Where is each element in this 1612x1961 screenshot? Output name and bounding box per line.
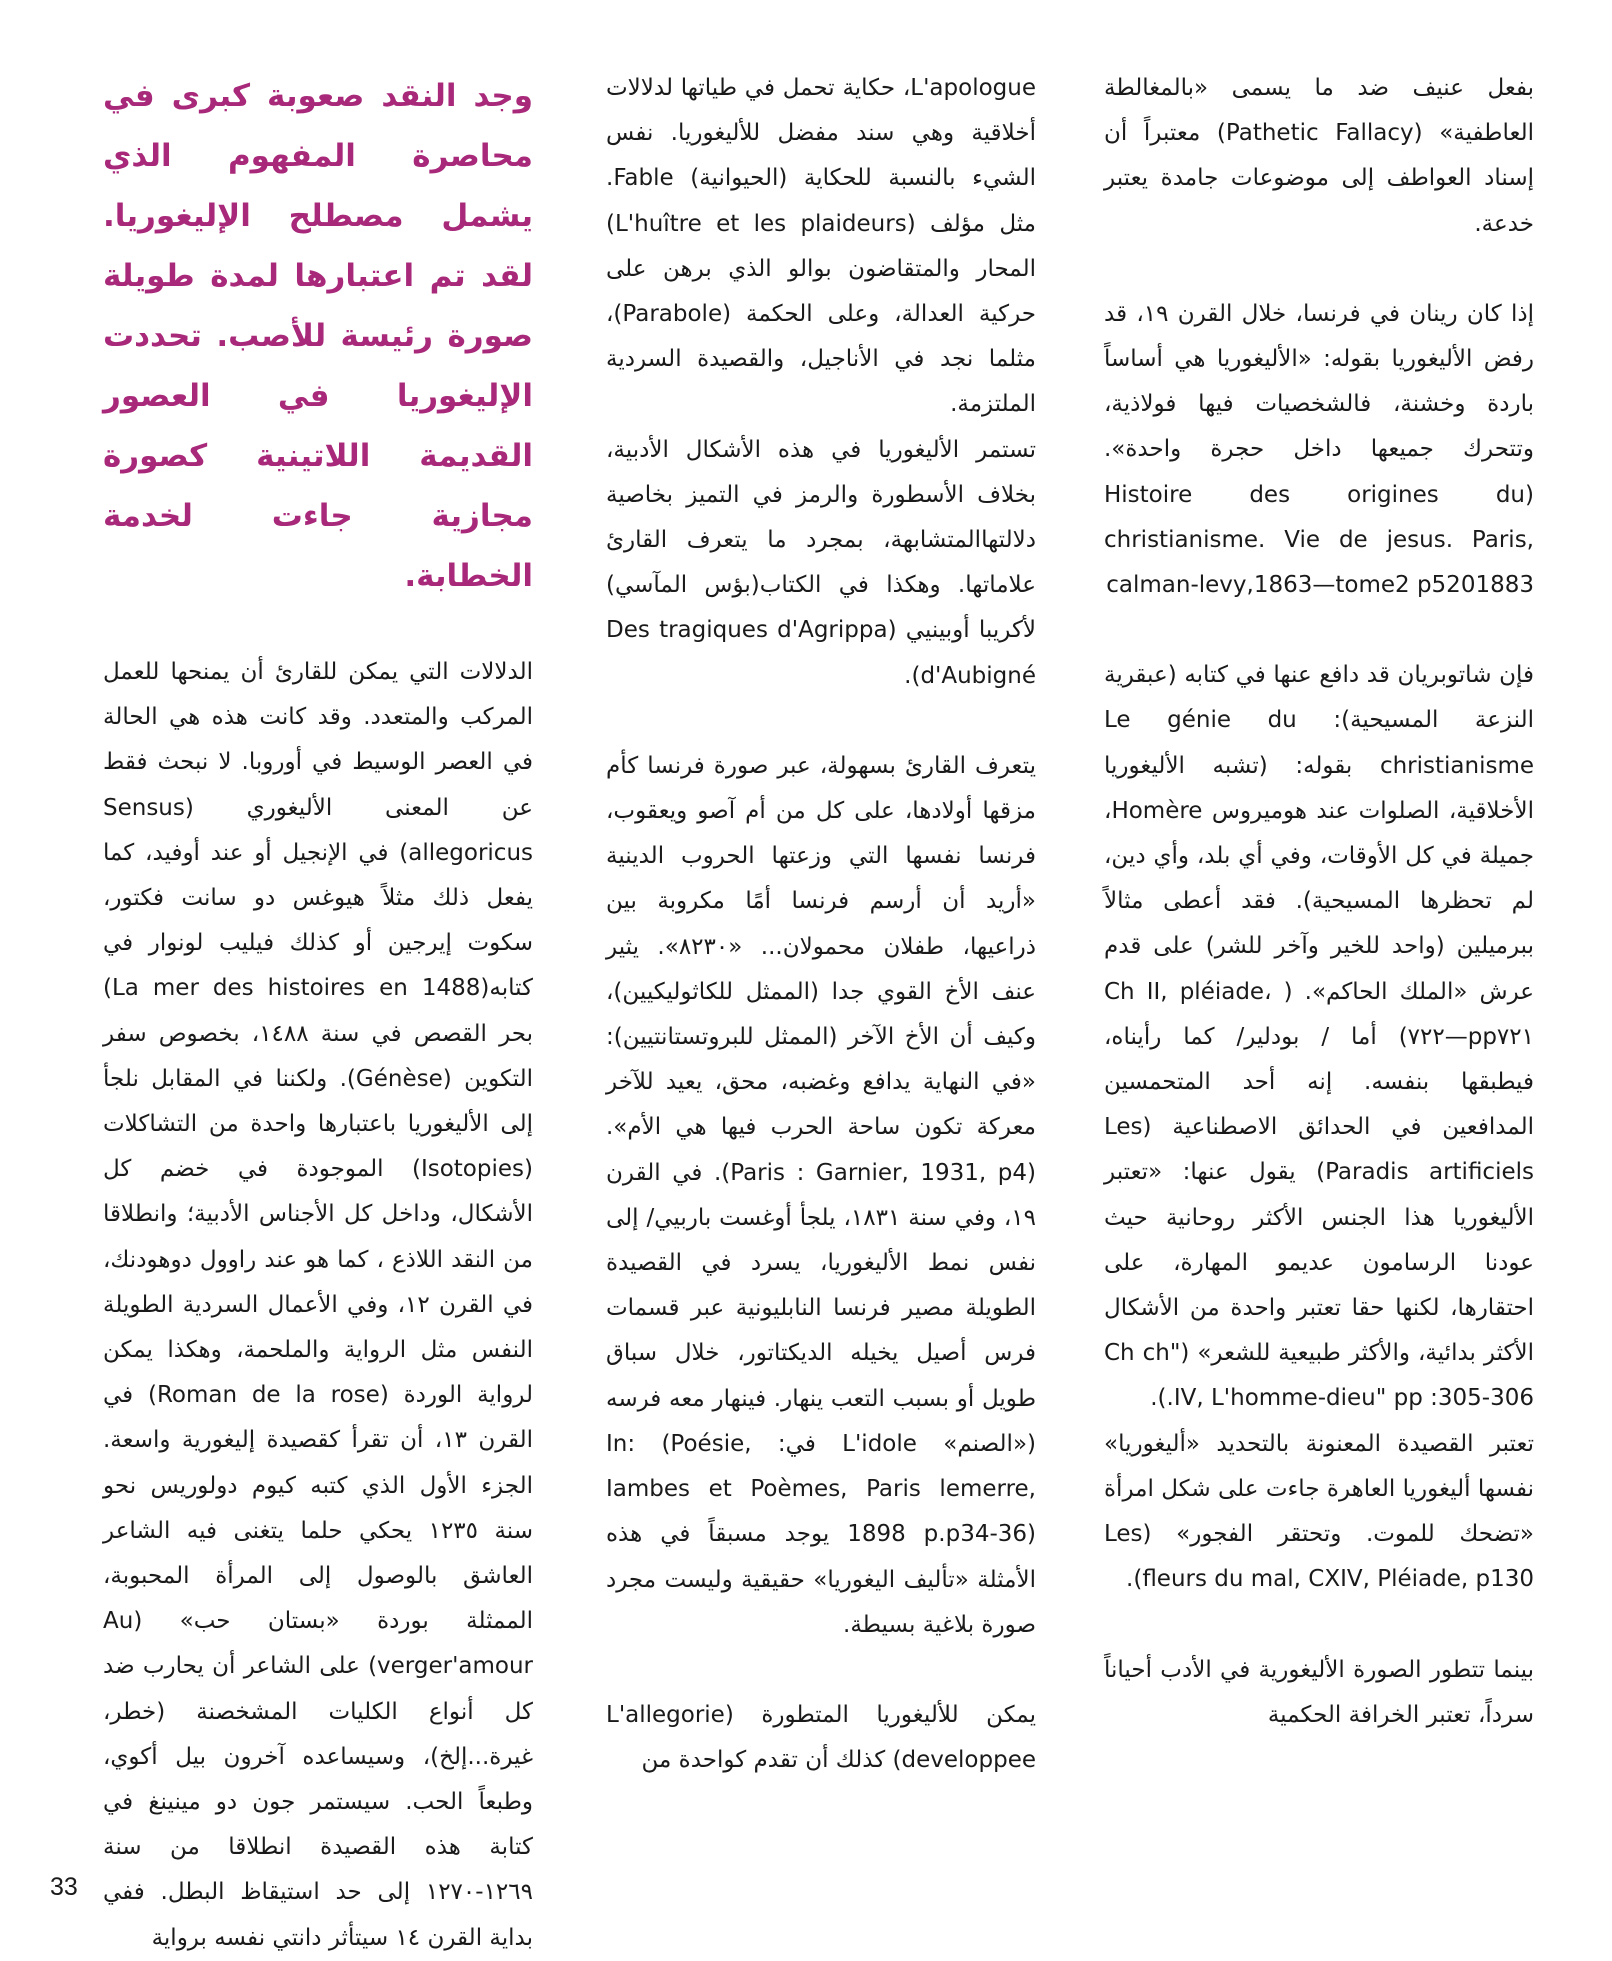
middle-column	[606, 66, 1036, 1783]
right-paragraph-1: بفعل عنيف ضد ما يسمى «بالمغالطة العاطفية» (Pathetic Fallacy) معتبراً أن إسناد العواطف إلى موضوعات جامدة يعتبر خدعة.	[1104, 75, 1534, 237]
left-column	[103, 66, 533, 1961]
middle-paragraph-1: L'apologue، حكاية تحمل في طياتها لدلالات أخلاقية وهي سند مفضل للأليغوريا. نفس الشيء بالنسبة للحكاية (الحيوانية) Fable. مثل مؤلف (L'huître et les plaideurs) المحار والمتقاضون بوالو الذي برهن على حركية العدالة، وعلى الحكمة (Parabole)، مثلما نجد في الأناجيل، والقصيدة السردية الملتزمة.	[606, 75, 1036, 418]
right-paragraph-3: فإن شاتوبريان قد دافع عنها في كتابه (عبقرية النزعة المسيحية): Le génie du christianisme بقوله: (تشبه الأليغوريا الأخلاقية، الصلوات عند هوميروس Homère، جميلة في كل الأوقات، وفي أي بلد، وأي دين، لم تحظرها المسيحية). فقد أعطى مثالاً ببرميلين (واحد للخير وآخر للشر) على قدم عرش «الملك الحاكم». ( Ch II, pléiade، pp٧٢١—٧٢٢) أما / بودلير/ كما رأيناه، فيطبقها بنفسه. إنه أحد المتحمسين المدافعين في الحدائق الاصطناعية (Les Paradis artificiels) يقول عنها: «تعتبر الأليغوريا هذا الجنس الأكثر روحانية حيث عودنا الرسامون عديمو المهارة، على احتقارها، لكنها حقا تعتبر واحدة من الأشكال الأكثر بدائية، والأكثر طبيعية للشعر» ("Ch ch .IV, L'homme-dieu" pp :305-306).	[1104, 662, 1534, 1412]
page-number: 33	[50, 1873, 78, 1901]
pull-quote: وجد النقد صعوبة كبرى في محاصرة المفهوم الذي يشمل مصطلح الإليغوريا. لقد تم اعتبارها لمدة طويلة صورة رئيسة للأصب. تحددت الإليغوريا في العصور القديمة اللاتينية كصورة مجازية جاءت لخدمة الخطابة.	[103, 78, 533, 594]
right-paragraph-5: بينما تتطور الصورة الأليغورية في الأدب أحياناً سرداً، تعتبر الخرافة الحكمية	[1104, 1656, 1534, 1728]
right-paragraph-4: تعتبر القصيدة المعنونة بالتحديد «أليغوريا» نفسها أليغوريا العاهرة جاءت على شكل امرأة «تضحك للموت. وتحتقر الفجور» (Les fleurs du mal, CXIV, Pléiade, p130).	[1104, 1430, 1534, 1593]
middle-paragraph-3: يتعرف القارئ بسهولة، عبر صورة فرنسا كأم مزقها أولادها، على كل من أم آصو ويعقوب، فرنسا نفسها التي وزعتها الحروب الدينية «أريد أن أرسم فرنسا أمًا مكروبة بين ذراعيها، طفلان محمولان... «٨٢٣٠». يثير عنف الأخ القوي جدا (الممثل للكاثوليكيين)، وكيف أن الأخ الآخر (الممثل للبروتستانتيين): «في النهاية يدافع وغضبه، محق، يعيد للآخر معركة تكون ساحة الحرب فيها هي الأم». (Paris : Garnier, 1931, p4). في القرن ١٩، وفي سنة ١٨٣١، يلجأ أوغست باربيي/ إلى نفس نمط الأليغوريا، يسرد في القصيدة الطويلة مصير فرنسا النابليونية عبر قسمات فرس أصيل يخيله الديكتاتور، خلال سباق طويل أو بسبب التعب ينهار. فينهار معه فرسه («الصنم» L'idole في: In: (Poésie, Iambes et Poèmes, Paris lemerre, 1898 p.p34-36) يوجد مسبقاً في هذه الأمثلة «تأليف اليغوريا» حقيقية وليست مجرد صورة بلاغية بسيطة.	[606, 752, 1037, 1638]
paragraph-gap	[1104, 1603, 1534, 1648]
paragraph-gap	[1104, 608, 1534, 653]
paragraph-gap	[1104, 247, 1534, 292]
right-paragraph-2: إذا كان رينان في فرنسا، خلال القرن ١٩، قد رفض الأليغوريا بقوله: «الأليغوريا هي أساساً باردة وخشنة، فالشخصيات فيها فولاذية، وتتحرك جميعها داخل حجرة واحدة». (Histoire des origines du christianisme. Vie de jesus. Paris, calman-levy,1863—tome2 p5201883	[1104, 300, 1534, 599]
middle-paragraph-2: تستمر الأليغوريا في هذه الأشكال الأدبية، بخلاف الأسطورة والرمز في التميز بخاصية دلالتهاالمتشابهة، بمجرد ما يتعرف القارئ علاماتها. وهكذا في الكتاب(بؤس المآسي) لأكريبا أوبينيي (Des tragiques d'Agrippa d'Aubigné).	[606, 436, 1037, 689]
right-column	[1104, 66, 1534, 1738]
middle-paragraph-4: يمكن للأليغوريا المتطورة (L'allegorie developpee) كذلك أن تقدم كواحدة من	[606, 1701, 1036, 1774]
paragraph-gap	[606, 699, 1036, 744]
paragraph-gap	[606, 1648, 1036, 1693]
left-paragraph-1: الدلالات التي يمكن للقارئ أن يمنحها للعمل المركب والمتعدد. وقد كانت هذه هي الحالة في العصر الوسيط في أوروبا. لا نبحث فقط عن المعنى الأليغوري (Sensus allegoricus) في الإنجيل أو عند أوفيد، كما يفعل ذلك مثلاً هيوغس دو سانت فكتور، سكوت إيرجين أو كذلك فيليب لونوار في كتابه(La mer des histoires en 1488) بحر القصص في سنة ١٤٨٨، بخصوص سفر التكوين (Génèse). ولكننا في المقابل نلجأ إلى الأليغوريا باعتبارها واحدة من التشاكلات (Isotopies) الموجودة في خضم كل الأشكال، وداخل كل الأجناس الأدبية؛ وانطلاقا من النقد اللاذع ، كما هو عند راوول دوهودنك، في القرن ١٢، وفي الأعمال السردية الطويلة النفس مثل الرواية والملحمة، وهكذا يمكن لرواية الوردة (Roman de la rose) في القرن ١٣، أن تقرأ كقصيدة إليغورية واسعة. الجزء الأول الذي كتبه كيوم دولوريس نحو سنة ١٢٣٥ يحكي حلما يتغنى فيه الشاعر العاشق بالوصول إلى المرأة المحبوبة، الممثلة بوردة «بستان حب» (Au verger'amour) على الشاعر أن يحارب ضد كل أنواع الكليات المشخصنة (خطر، غيرة...إلخ)، وسيساعده آخرون بيل أكوي، وطبعاً الحب. سيستمر جون دو مينينغ في كتابة هذه القصيدة انطلاقا من سنة ١٢٦٩-١٢٧٠ إلى حد استيقاظ البطل. ففي بداية القرن ١٤ سيتأثر دانتي نفسه برواية	[103, 659, 534, 1951]
